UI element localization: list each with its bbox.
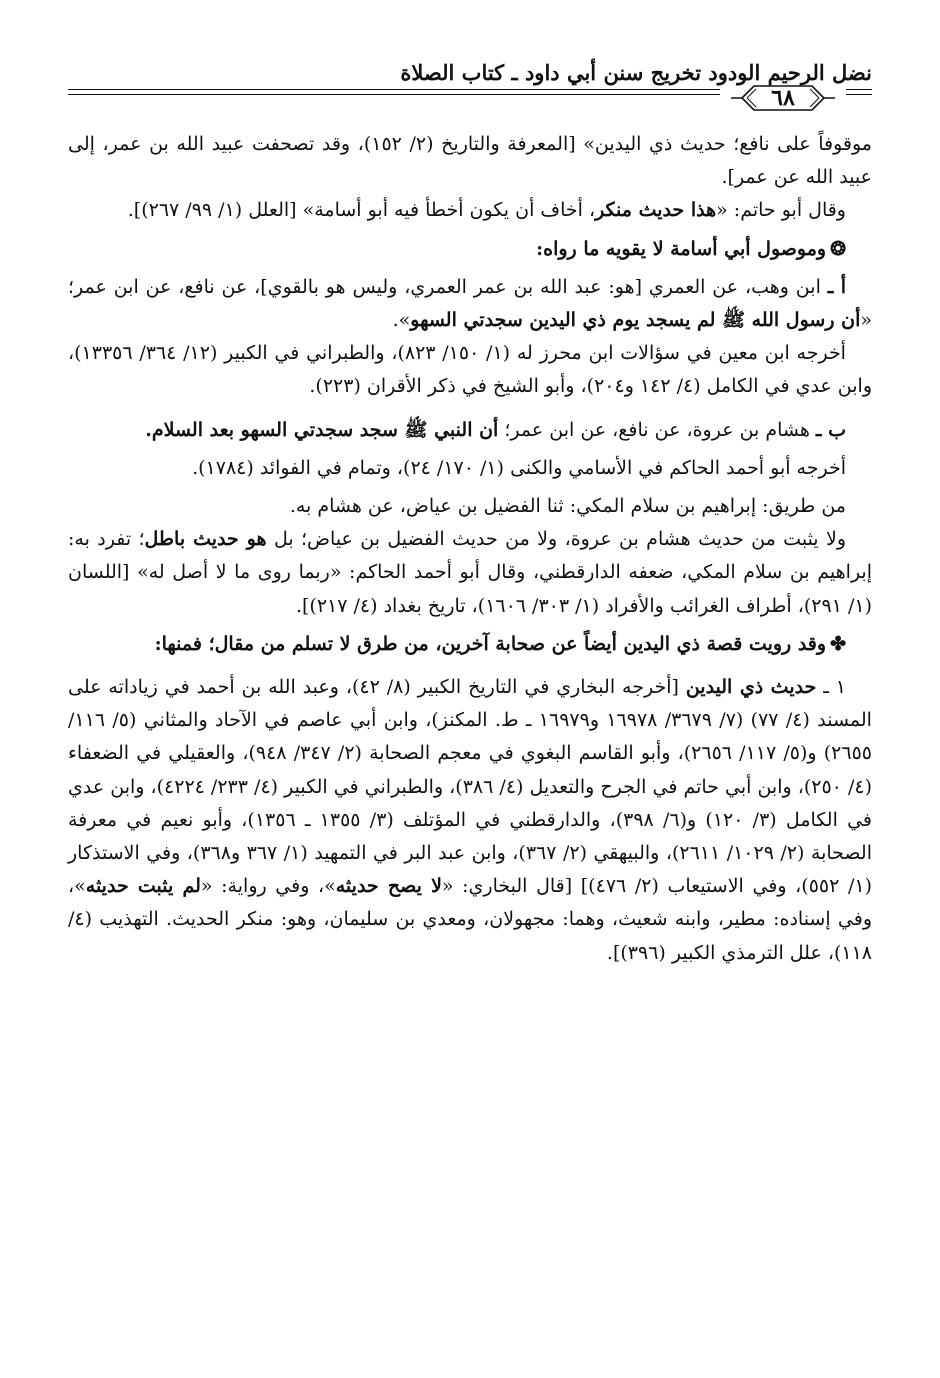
item-label: أ ـ — [827, 275, 846, 298]
page-number: ٦٨ — [771, 85, 795, 111]
page-number-cartouche — [728, 78, 838, 118]
verdict-text: هو حديث باطل — [144, 528, 267, 551]
paragraph-takhrij-b: أخرجه أبو أحمد الحاكم في الأسامي والكنى (١/ ١٧٠/ ٢٤)، وتمام في الفوائد (١٧٨٤). — [192, 456, 846, 479]
header-rule-bottom — [68, 94, 720, 95]
ornament-icon: ❂ — [830, 237, 846, 260]
paragraph-item-1: ١ ـ حديث ذي اليدين [أخرجه البخاري في التاريخ الكبير (٨/ ٤٢)، وعبد الله بن أحمد في زياداته على المسند (٤/ ٧٧) (٧/ ٣٦٧٩/ ١٦٩٧٨ و١٦٩٧٩ ـ ط. المكنز)، وابن أبي عاصم في الآحاد والمثاني (٥/ ١١٦/ ٢٦٥٥) و(٥/ ١١٧/ ٢٦٥٦)، وأبو القاسم البغوي في معجم الصحابة (٢/ ٣٤٧/ ٩٤٨)، والعقيلي في الضعفاء (٤/ ٢٥٠)، وابن أبي حاتم في الجرح والتعديل (٤/ ٣٨٦)، والطبراني في الكبير (٤/ ٢٣٣/ ٤٢٢٤)، وابن عدي في الكامل (٣/ ١٢٠) و(٦/ ٣٩٨)، والدارقطني في المؤتلف (٣/ ١٣٥٥ ـ ١٣٥٦)، وأبو نعيم في معرفة الصحابة (٢/ ١٠٢٩/ ٢٦١١)، والبيهقي (٢/ ٣٦٧)، وابن عبد البر في التمهيد (١/ ٣٦٧ و٣٦٨)، وفي الاستذكار (١/ ٥٥٢)، وفي الاستيعاب (٢/ ٤٧٦)] [قال البخاري: «لا يصح حديثه»، وفي رواية: «لم يثبت حديثه»، وفي إسناده: مطير، وابنه شعيث، وهما: مجهولان، ومعدي بن سليمان، وهو: منكر الحديث. التهذيب (٤/ ١١٨)، علل الترمذي الكبير (٣٩٦)]. — [68, 676, 872, 964]
header-rule-right-bottom — [846, 94, 872, 95]
header-rule-right-top — [846, 89, 872, 90]
hadith-text: أن رسول الله ﷺ لم يسجد يوم ذي اليدين سجدتي السهو — [410, 309, 861, 332]
section-heading-mawsul: ❂وموصول أبي أسامة لا يقويه ما رواه: — [536, 237, 846, 260]
paragraph-isnad-route: من طريق: إبراهيم بن سلام المكي: ثنا الفضيل بن عياض، عن هشام به. — [289, 495, 846, 518]
page-body — [68, 128, 872, 970]
paragraph-item-b: ب ـ هشام بن عروة، عن نافع، عن ابن عمر؛ أن النبي ﷺ سجد سجدتي السهو بعد السلام. — [145, 418, 846, 441]
ornament-icon: ✤ — [830, 632, 846, 655]
quoted-verdict: لم يثبت حديثه — [85, 875, 201, 898]
quoted-verdict: هذا حديث منكر — [595, 199, 717, 222]
paragraph-verdict: ولا يثبت من حديث هشام بن عروة، ولا من حديث الفضيل بن عياض؛ بل هو حديث باطل؛ تفرد به: إبراهيم بن سلام المكي، ضعفه الدارقطني، وقال أبو أحمد الحاكم: «ربما روى ما لا أصل له» [اللسان (١/ ٢٩١)، أطراف الغرائب والأفراد (١/ ٣٠٣/ ١٦٠٦)، تاريخ بغداد (٤/ ٢١٧)]. — [68, 528, 872, 617]
paragraph-takhrij-a: أخرجه ابن معين في سؤالات ابن محرز له (١/ ١٥٠/ ٨٢٣)، والطبراني في الكبير (١٢/ ٣٦٤/ ١٣٣٥٦)، وابن عدي في الكامل (٤/ ١٤٢ و٢٠٤)، وأبو الشيخ في ذكر الأقران (٢٢٣). — [68, 342, 872, 398]
item-label: ب ـ — [815, 418, 846, 441]
paragraph-item-a: أ ـ ابن وهب، عن العمري [هو: عبد الله بن عمر العمري، وليس هو بالقوي]، عن نافع، عن ابن عمر؛ «أن رسول الله ﷺ لم يسجد يوم ذي اليدين سجدتي السهو». — [68, 275, 872, 332]
hadith-text: أن النبي ﷺ سجد سجدتي السهو بعد السلام. — [145, 418, 499, 441]
running-header-title: نضل الرحيم الودود تخريج سنن أبي داود ـ كتاب الصلاة — [400, 60, 872, 85]
paragraph-abu-hatim: وقال أبو حاتم: «هذا حديث منكر، أخاف أن يكون أخطأ فيه أبو أسامة» [العلل (١/ ٩٩/ ٢٦٧)]. — [127, 199, 846, 222]
item-title: حديث ذي اليدين — [685, 676, 817, 699]
quoted-verdict: لا يصح حديثه — [335, 875, 442, 898]
header-rule-top — [68, 89, 720, 90]
section-heading-other-companions: ✤وقد رويت قصة ذي اليدين أيضاً عن صحابة آخرين، من طرق لا تسلم من مقال؛ فمنها: — [154, 632, 846, 655]
paragraph-continuation: موقوفاً على نافع؛ حديث ذي اليدين» [المعرفة والتاريخ (٢/ ١٥٢)، وقد تصحفت عبيد الله بن عمر، إلى عبيد الله عن عمر]. — [68, 133, 872, 189]
